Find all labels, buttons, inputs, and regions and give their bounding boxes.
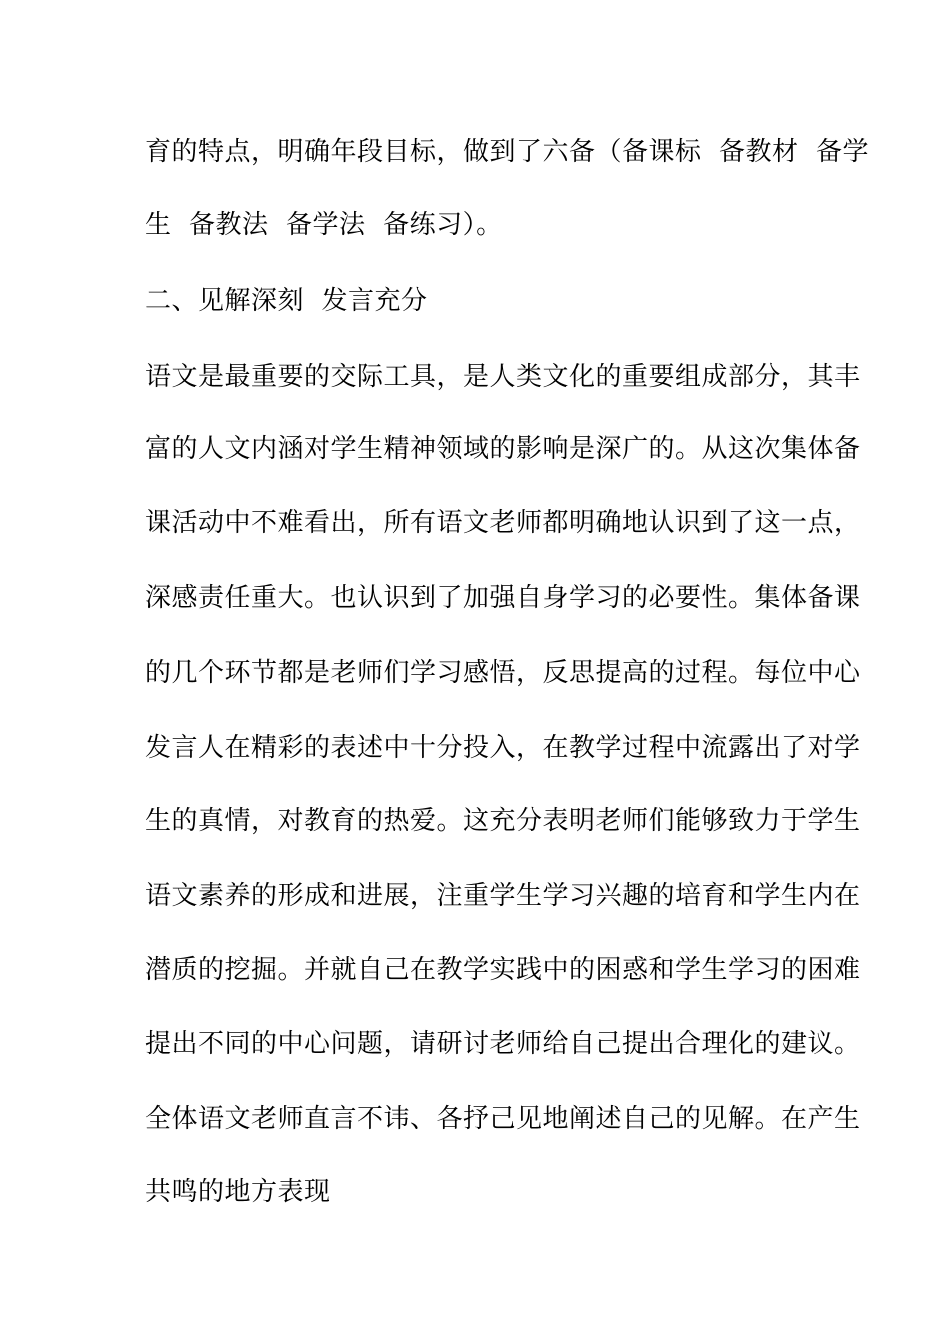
text-line: 全体语文老师直言不讳、各抒己见地阐述自己的见解。在产生: [145, 1104, 861, 1134]
text-line: 深感责任重大。也认识到了加强自身学习的必要性。集体备课: [145, 583, 861, 613]
text-line: 课活动中不难看出，所有语文老师都明确地认识到了这一点，: [145, 508, 861, 538]
text-line: 发言人在精彩的表述中十分投入，在教学过程中流露出了对学: [145, 733, 861, 763]
text-line: 育的特点，明确年段目标，做到了六备（备课标 备教材 备学: [145, 137, 870, 167]
text-line: 语文是最重要的交际工具，是人类文化的重要组成部分，其丰: [145, 362, 861, 392]
text-line: 潜质的挖掘。并就自己在教学实践中的困惑和学生学习的困难: [145, 955, 861, 985]
text-line: 生的真情，对教育的热爱。这充分表明老师们能够致力于学生: [145, 806, 861, 836]
text-line: 富的人文内涵对学生精神领域的影响是深广的。从这次集体备: [145, 434, 861, 464]
text-line: 语文素养的形成和进展，注重学生学习兴趣的培育和学生内在: [145, 881, 861, 911]
text-line: 共鸣的地方表现: [145, 1177, 331, 1207]
text-line: 的几个环节都是老师们学习感悟，反思提高的过程。每位中心: [145, 658, 861, 688]
text-line: 生 备教法 备学法 备练习）。: [145, 210, 503, 240]
section-heading: 二、见解深刻 发言充分: [145, 286, 428, 316]
text-line: 提出不同的中心问题，请研讨老师给自己提出合理化的建议。: [145, 1029, 861, 1059]
